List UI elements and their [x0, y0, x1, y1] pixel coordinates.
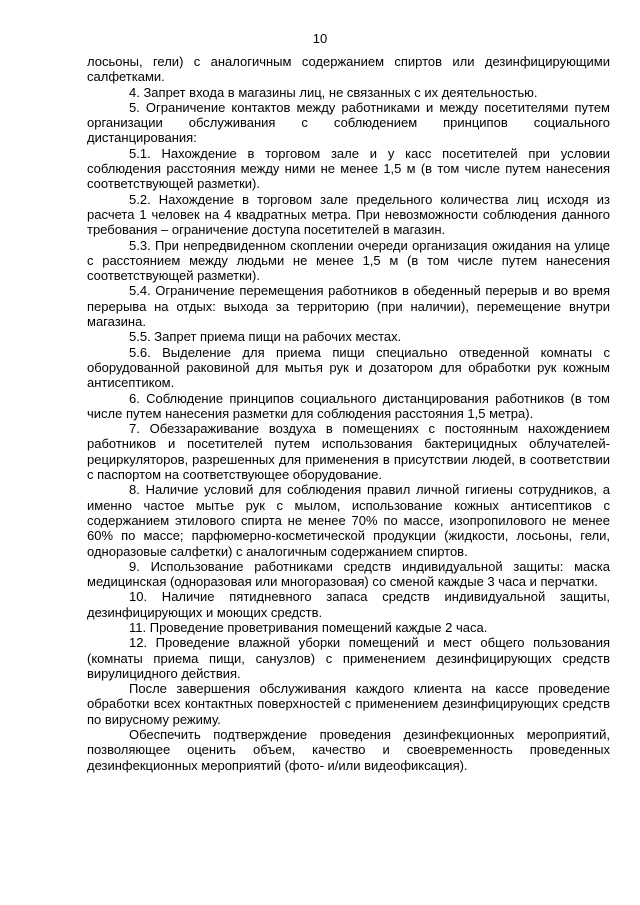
paragraph-item-5-6: 5.6. Выделение для приема пищи специально отведенной комнаты с оборудованной раковиной для мытья рук и дозатором для обработки рук кожным антисептиком.: [87, 344, 610, 391]
paragraph-item-5: 5. Ограничение контактов между работниками и между посетителями путем организации обслуживания с соблюдением принципов социального дистанцирования:: [87, 99, 610, 146]
paragraph-item-11: 11. Проведение проветривания помещений каждые 2 часа.: [129, 619, 488, 635]
paragraph-item-6: 6. Соблюдение принципов социального дистанцирования работников (в том числе путем нанесения разметки для соблюдения расстояния 1,5 метра).: [87, 390, 610, 421]
paragraph-item-5-5: 5.5. Запрет приема пищи на рабочих местах.: [129, 329, 402, 345]
paragraph-item-12: 12. Проведение влажной уборки помещений и мест общего пользования (комнаты приема пищи, санузлов) с применением дезинфицирующих средств вирулицидного действия.: [87, 635, 610, 681]
paragraph-continuation: лосьоны, гели) с аналогичным содержанием спиртов или дезинфицирующими салфетками.: [87, 54, 610, 85]
paragraph-disinfection-confirmation: Обеспечить подтверждение проведения дезинфекционных мероприятий, позволяющее оценить объем, качество и своевременность проведенных дезинфекционных мероприятий (фото- и/или видеофиксация).: [87, 727, 610, 773]
paragraph-item-9: 9. Использование работниками средств индивидуальной защиты: маска медицинская (одноразовая или многоразовая) со сменой каждые 3 часа и перчатки.: [87, 558, 610, 590]
paragraph-item-5-3: 5.3. При непредвиденном скоплении очереди организация ожидания на улице с расстоянием между людьми не менее 1,5 м (в том числе путем нанесения соответствующей разметки).: [87, 237, 610, 284]
page-number: 10: [312, 31, 328, 46]
document-body: [87, 54, 610, 773]
paragraph-cashier-disinfection: После завершения обслуживания каждого клиента на кассе проведение обработки всех контактных поверхностей с применением дезинфицирующих средств по вирусному режиму.: [87, 681, 610, 727]
paragraph-item-7: 7. Обеззараживание воздуха в помещениях с постоянным нахождением работников и посетителей путем использования бактерицидных облучателей-рециркуляторов, разрешенных для применения в присутствии людей, в соответствии с паспортом на соответствующее оборудование.: [87, 421, 610, 483]
paragraph-item-8: 8. Наличие условий для соблюдения правил личной гигиены сотрудников, а именно частое мытье рук с мылом, использование кожных антисептиков с содержанием этилового спирта не менее 70% по массе, изопропилового не менее 60% по массе; парфюмерно-косметической продукции (жидкости, лосьоны, гели, одноразовые салфетки) с аналогичным содержанием спиртов.: [87, 482, 610, 559]
paragraph-item-5-2: 5.2. Нахождение в торговом зале предельного количества лиц исходя из расчета 1 человек на 4 квадратных метра. При невозможности соблюдения данного требования – ограничение доступа посетителей в магазин.: [87, 191, 610, 238]
paragraph-item-5-1: 5.1. Нахождение в торговом зале и у касс посетителей при условии соблюдения расстояния между ними не менее 1,5 м (в том числе путем нанесения соответствующей разметки).: [87, 145, 610, 192]
paragraph-item-10: 10. Наличие пятидневного запаса средств индивидуальной защиты, дезинфицирующих и моющих средств.: [87, 589, 610, 620]
paragraph-item-5-4: 5.4. Ограничение перемещения работников в обеденный перерыв и во время перерыва на отдых: выхода за территорию (при наличии), перемещение внутри магазина.: [87, 283, 610, 330]
paragraph-item-4: 4. Запрет входа в магазины лиц, не связанных с их деятельностью.: [129, 84, 538, 100]
